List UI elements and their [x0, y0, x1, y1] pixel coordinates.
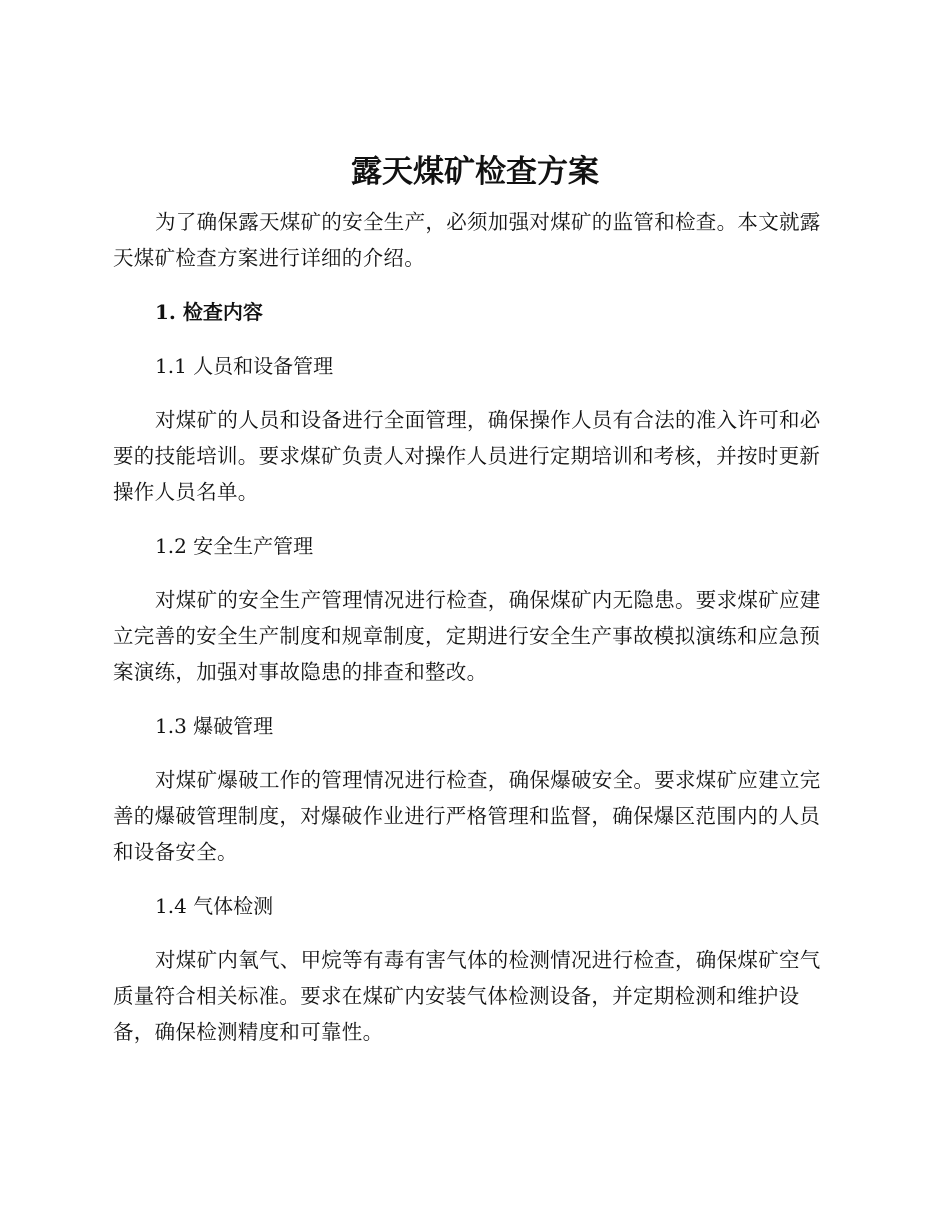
section-heading: 1. 检查内容	[155, 300, 263, 324]
subsection-heading-1-2: 1.2 安全生产管理	[155, 534, 314, 558]
intro-paragraph: 为了确保露天煤矿的安全生产，必须加强对煤矿的监管和检查。本文就露天煤矿检查方案进行详细的介绍。	[113, 210, 821, 270]
subsection-heading-1-3: 1.3 爆破管理	[155, 714, 274, 738]
subsection-heading-1-1: 1.1 人员和设备管理	[155, 354, 334, 378]
subsection-heading-1-4: 1.4 气体检测	[155, 894, 274, 918]
document-title: 露天煤矿检查方案	[351, 154, 599, 190]
subsection-paragraph-1-1: 对煤矿的人员和设备进行全面管理，确保操作人员有合法的准入许可和必要的技能培训。要求煤矿负责人对操作人员进行定期培训和考核，并按时更新操作人员名单。	[113, 408, 821, 504]
subsection-paragraph-1-3: 对煤矿爆破工作的管理情况进行检查，确保爆破安全。要求煤矿应建立完善的爆破管理制度，对爆破作业进行严格管理和监督，确保爆区范围内的人员和设备安全。	[113, 768, 821, 864]
subsection-paragraph-1-4: 对煤矿内氧气、甲烷等有毒有害气体的检测情况进行检查，确保煤矿空气质量符合相关标准。要求在煤矿内安装气体检测设备，并定期检测和维护设备，确保检测精度和可靠性。	[113, 948, 821, 1044]
document-body	[113, 204, 833, 1068]
subsection-paragraph-1-2: 对煤矿的安全生产管理情况进行检查，确保煤矿内无隐患。要求煤矿应建立完善的安全生产制度和规章制度，定期进行安全生产事故模拟演练和应急预案演练，加强对事故隐患的排查和整改。	[113, 588, 821, 684]
